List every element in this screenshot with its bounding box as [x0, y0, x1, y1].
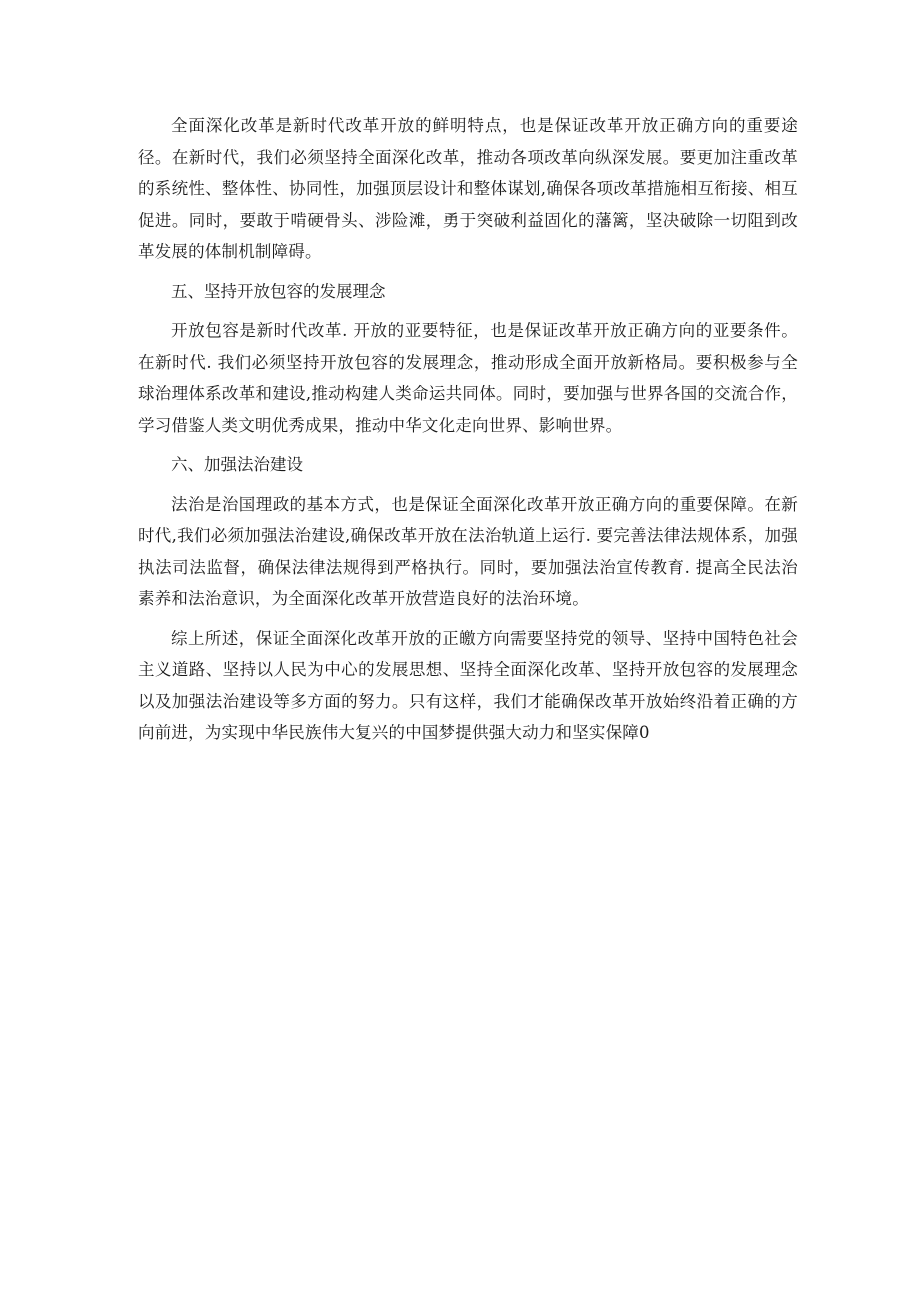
document-page [138, 110, 798, 757]
paragraph-openness: 开放包容是新时代改革. 开放的亚要特征，也是保证改革开放正确方向的亚要条件。在新时代. 我们必须坚持开放包容的发展理念，推动形成全面开放新格局。要积极参与全球治理体系改革和建设,推动构建人类命运共同体。同时，要加强与世界各国的交流合作，学习借鉴人类文明优秀成果，推动中华文化走向世界、影响世界。 [138, 321, 798, 435]
section-heading-five: 五、坚持开放包容的发展理念 [171, 281, 386, 301]
paragraph-rule-of-law: 法治是治国理政的基本方式，也是保证全面深化改革开放正确方向的重要保障。在新时代,我们必须加强法治建设,确保改革开放在法治轨道上运行. 要完善法律法规体系，加强执法司法监督，确保法律法规得到严格执行。同时，要加强法治宣传教育. 提高全民法治素养和法治意识，为全面深化改革开放营造良好的法治环境。 [138, 494, 798, 608]
paragraph-comprehensive-reform: 全面深化改革是新时代改革开放的鲜明特点，也是保证改革开放正确方向的重要途径。在新时代，我们必须坚持全面深化改革，推动各项改革向纵深发展。要更加注重改革的系统性、整体性、协同性，加强顶层设计和整体谋划,确保各项改革措施相互衔接、相互促进。同时，要敢于啃硬骨头、涉险滩，勇于突破利益固化的藩篱，坚决破除一切阻到改革发展的体制机制障碍。 [138, 116, 798, 261]
paragraph-conclusion: 综上所述，保证全面深化改革开放的正皦方向需要坚持党的领导、坚持中国特色社会主义道路、坚持以人民为中心的发展思想、坚持全面深化改革、坚持开放包容的发展理念以及加强法治建设等多方面的努力。只有这样，我们才能确保改革开放始终沿着正确的方向前进，为实现中华民族伟大复兴的中国梦提供强大动力和坚实保障0 [138, 628, 798, 742]
section-heading-six: 六、加强法治建设 [171, 455, 303, 474]
